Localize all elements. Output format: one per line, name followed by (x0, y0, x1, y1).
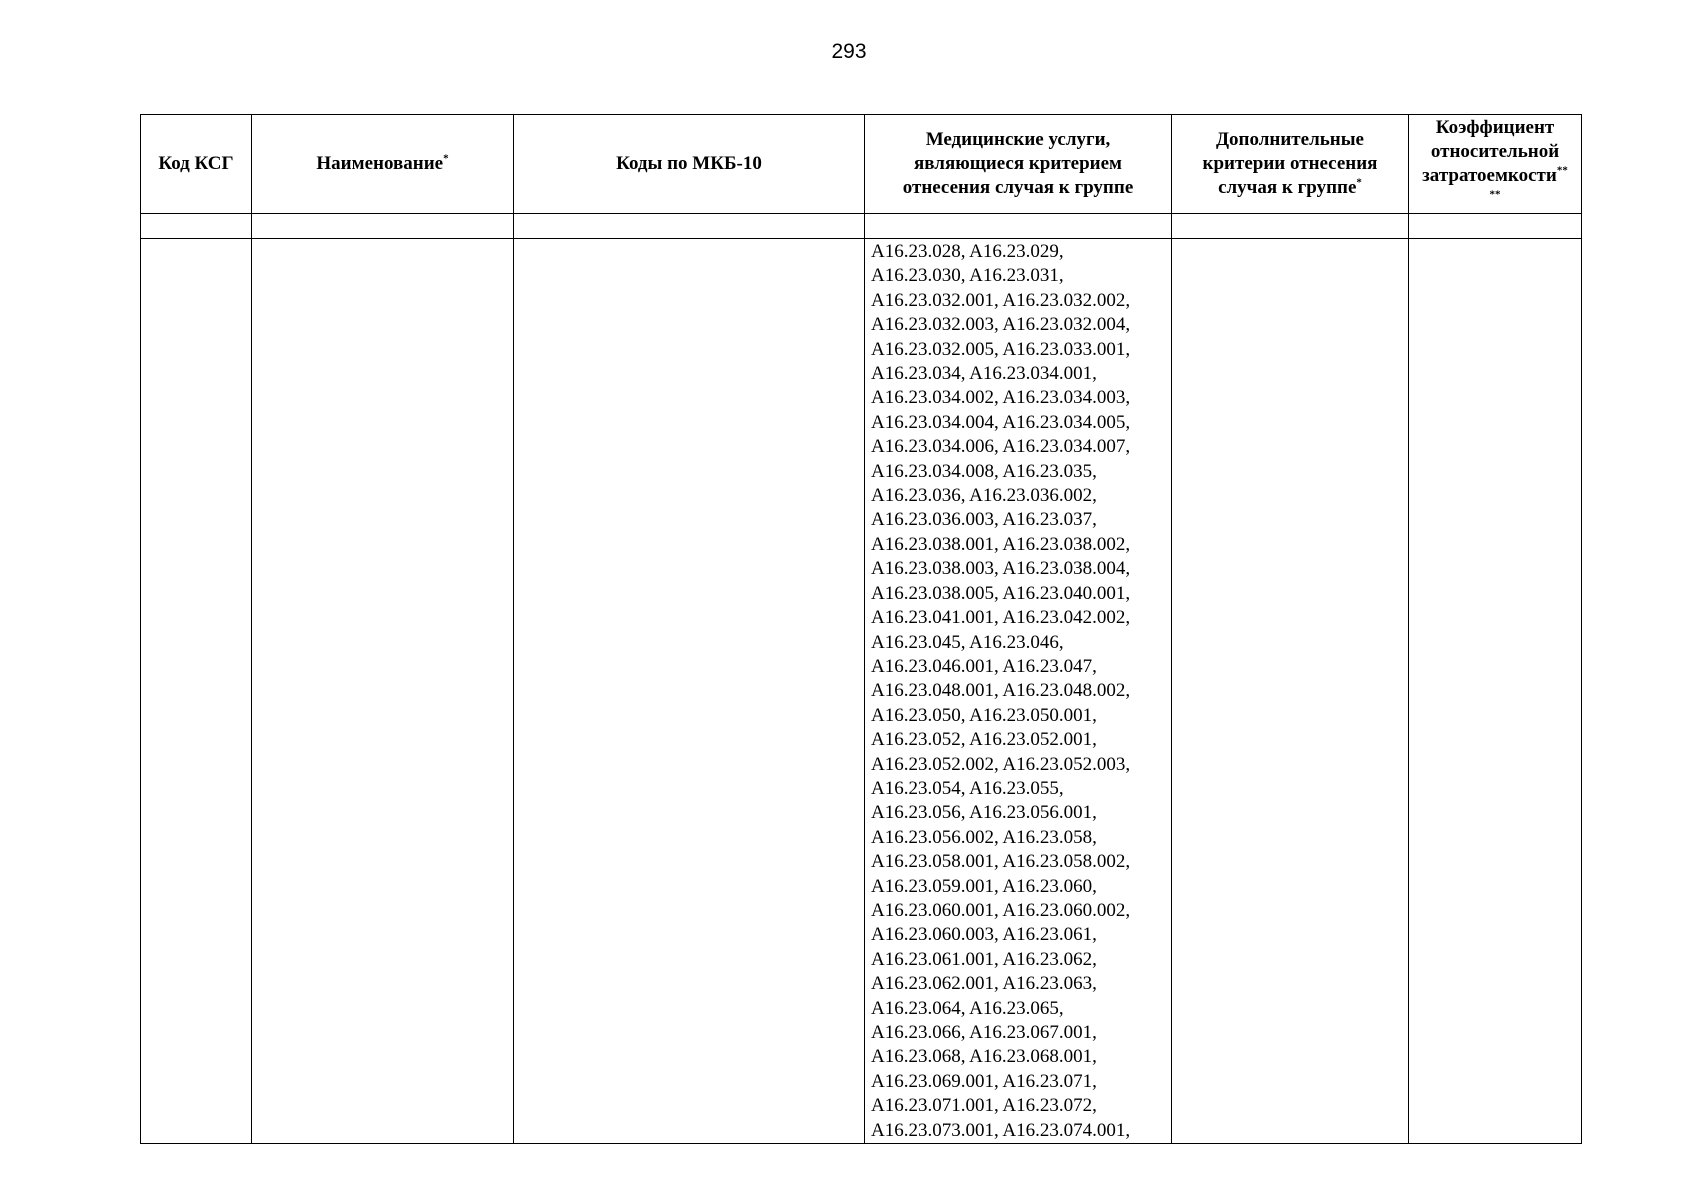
header-services: Медицинские услуги, являющиеся критерием отнесения случая к группе (865, 115, 1172, 214)
footnote-mark: ** (1489, 188, 1501, 201)
table-cell (252, 214, 514, 239)
table-cell (141, 214, 252, 239)
name-cell (252, 239, 514, 1144)
footnote-mark: ** (1556, 164, 1568, 177)
code-cell (141, 239, 252, 1144)
table-cell (1172, 214, 1409, 239)
service-codes-line: A16.23.052.002, A16.23.052.003, (871, 753, 1131, 775)
spacer-row (141, 214, 1582, 239)
service-codes-line: A16.23.060.001, A16.23.060.002, (871, 899, 1131, 921)
service-codes-line: A16.23.061.001, A16.23.062, (871, 948, 1097, 970)
service-codes-line: A16.23.050, A16.23.050.001, (871, 704, 1097, 726)
ksg-table (140, 114, 1582, 1144)
table-cell (865, 214, 1172, 239)
service-codes-line: A16.23.059.001, A16.23.060, (871, 875, 1097, 897)
service-codes-line: A16.23.038.003, A16.23.038.004, (871, 558, 1131, 580)
service-codes-line: A16.23.032.003, A16.23.032.004, (871, 314, 1131, 336)
header-mkb: Коды по МКБ-10 (514, 115, 865, 214)
footnote-mark: * (1356, 176, 1362, 189)
service-codes-line: A16.23.052, A16.23.052.001, (871, 729, 1097, 751)
service-codes-line: A16.23.032.005, A16.23.033.001, (871, 338, 1131, 360)
mkb-cell (514, 239, 865, 1144)
header-row (141, 115, 1582, 214)
header-coefficient: Коэффициент относительной затратоемкости** ** (1409, 115, 1582, 214)
service-codes-line: A16.23.036.003, A16.23.037, (871, 509, 1097, 531)
services-cell (865, 239, 1172, 1144)
extra-criteria-cell (1172, 239, 1409, 1144)
service-codes-line: A16.23.073.001, A16.23.074.001, (871, 1119, 1131, 1141)
service-codes-line: A16.23.069.001, A16.23.071, (871, 1070, 1097, 1092)
page-number: 293 (831, 40, 867, 63)
service-codes-line: A16.23.036, A16.23.036.002, (871, 485, 1097, 507)
table-cell (514, 214, 865, 239)
table-row (141, 239, 1582, 1144)
service-codes-line: A16.23.068, A16.23.068.001, (871, 1046, 1097, 1068)
service-codes-line: A16.23.048.001, A16.23.048.002, (871, 680, 1131, 702)
coefficient-cell (1409, 239, 1582, 1144)
service-codes-line: A16.23.034.006, A16.23.034.007, (871, 436, 1131, 458)
service-codes-line: A16.23.034, A16.23.034.001, (871, 363, 1097, 385)
service-codes-line: A16.23.034.004, A16.23.034.005, (871, 411, 1131, 433)
service-codes-line: A16.23.034.002, A16.23.034.003, (871, 387, 1131, 409)
service-codes-line: A16.23.041.001, A16.23.042.002, (871, 607, 1131, 629)
service-codes-line: A16.23.060.003, A16.23.061, (871, 924, 1097, 946)
service-codes-line: A16.23.038.005, A16.23.040.001, (871, 582, 1131, 604)
service-codes-line: A16.23.028, A16.23.029, (871, 241, 1064, 262)
service-codes-line: A16.23.032.001, A16.23.032.002, (871, 289, 1131, 311)
header-name: Наименование* (252, 115, 514, 214)
service-codes-line: A16.23.071.001, A16.23.072, (871, 1095, 1097, 1117)
footnote-mark: * (443, 152, 449, 165)
service-codes-line: A16.23.054, A16.23.055, (871, 777, 1064, 799)
table-cell (1409, 214, 1582, 239)
service-codes-line: A16.23.062.001, A16.23.063, (871, 973, 1097, 995)
header-code: Код КСГ (141, 115, 252, 214)
service-codes-line: A16.23.056, A16.23.056.001, (871, 802, 1097, 824)
service-codes-line: A16.23.058.001, A16.23.058.002, (871, 851, 1131, 873)
service-codes-line: A16.23.045, A16.23.046, (871, 631, 1064, 653)
service-codes-line: A16.23.056.002, A16.23.058, (871, 826, 1097, 848)
service-codes-line: A16.23.066, A16.23.067.001, (871, 1022, 1097, 1043)
service-codes-line: A16.23.034.008, A16.23.035, (871, 460, 1097, 482)
header-extra-criteria: Дополнительные критерии отнесения случая к группе* (1172, 115, 1409, 214)
service-codes-line: A16.23.038.001, A16.23.038.002, (871, 533, 1131, 555)
service-codes-line: A16.23.046.001, A16.23.047, (871, 655, 1097, 677)
service-codes-line: A16.23.030, A16.23.031, (871, 265, 1064, 287)
service-codes-line: A16.23.064, A16.23.065, (871, 997, 1064, 1019)
